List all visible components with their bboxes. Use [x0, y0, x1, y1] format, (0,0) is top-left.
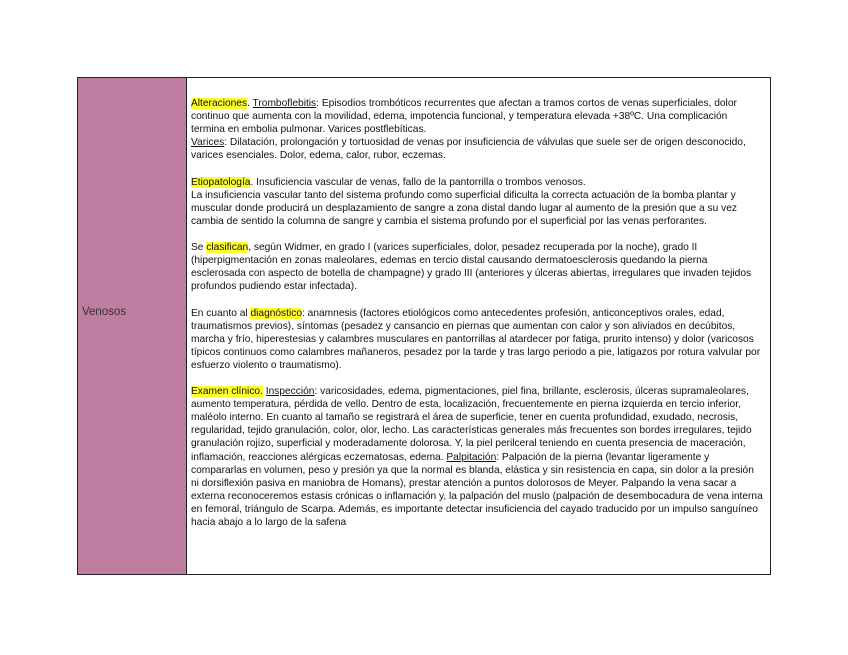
subheading-varices: Varices [191, 137, 225, 149]
text-clasifican-pre: Se [191, 242, 207, 254]
heading-etiopatologia: Etiopatología [191, 176, 251, 188]
category-cell [78, 78, 187, 574]
text-etiopatologia-intro: . Insuficiencia vascular de venas, fallo de la pantorrilla o trombos venosos. [250, 176, 586, 188]
paragraph-etiopatologia [191, 176, 764, 228]
text-tromboflebitis: : Episodios trombóticos recurrentes que afectan a tramos cortos de venas superficiales, dolor continuo que aumenta con la movilidad, edema, impotencia funcional, y temperatura elevada +38ºC. Una complicación termina en embolia pulmonar. Varices postflebíticas. [191, 98, 737, 136]
paragraph-diagnostico [191, 307, 764, 372]
text-diagnostico: : anamnesis (factores etiológicos como antecedentes profesión, anticonceptivos orales, edad, traumatismos previos), síntomas (pesadez y cansancio en piernas que aumentan con calor y son aliviados en decúbitos, marcha y frío, hiperestesias y calambres musculares en pantorrillas al atardecer por fatiga, prurito intenso) y dolor (varicosos típicos continuos como calambres mañaneros, pesadez por la tarde y tras largo periodo a pie, latigazos por rotura valvular por esfuerzo violento o traumatismo). [191, 307, 761, 371]
text-inspeccion: : varicosidades, edema, pigmentaciones, piel fina, brillante, esclerosis, úlceras supramaleolares, aumento temperatura, pérdida de vello. Dentro de esta, localización, frecuentemente en pierna izquierda en tercio inferior, maléolo interno. En cuanto al tamaño se registrará el área de superficie, tener en cuenta profundidad, exudado, necrosis, regularidad, tejido granulación, color, olor, lecho. Las características generales más frecuentes son bordes irregulares, tejido granulación rojizo, superficial y moderadamente dolorosa. Y, la piel perilceral teniendo en cuenta presencia de maceración, inflamación, reacciones alérgicas eczematosas, edema. [191, 386, 752, 463]
paragraph-clasifican [191, 241, 764, 293]
content-table [77, 77, 771, 575]
subheading-tromboflebitis: Tromboflebitis [252, 98, 317, 109]
separator: . [247, 98, 253, 109]
text-diagnostico-pre: En cuanto al [191, 307, 251, 319]
heading-examen: Examen clínico. [191, 386, 263, 398]
text-varices: : Dilatación, prolongación y tortuosidad de venas por insuficiencia de válvulas que suele ser de origen desconocido, varices esenciales. Dolor, edema, calor, rubor, eczemas. [191, 137, 746, 162]
category-label: Venosos [82, 306, 127, 318]
paragraph-alteraciones [191, 97, 764, 162]
paragraph-examen [191, 385, 764, 529]
text-palpitacion: : Palpación de la pierna (levantar ligeramente y compararlas en volumen, peso y presión ya que la normal es blanda, elástica y sin resistencia en capa, sin dolor a la presión ni dorsiflexión pasiva en maniobra de Homans), prestar atención a puntos dolorosos de Meyer. Palpando la vena sacar a externa reconoceremos estasis crónicas o inflamación y, la palpación del muslo (palpación de desembocadura de vena interna en femoral, triángulo de Scarpa. Además, es importante detectar insuficiencia del cayado traducido por un impulso sanguíneo hacia abajo a lo largo de la safena [191, 451, 763, 528]
subheading-palpitacion: Palpitación [446, 451, 497, 463]
text-etiopatologia-detail: La insuficiencia vascular tanto del sistema profundo como superficial dificulta la correcta actuación de la bomba plantar y muscular donde producirá un desplazamiento de sangre a zona distal dando lugar al aumento de la presión que a su vez cambia de sentido la columna de sangre y cambia el sistema profundo por el superficial por las venas perforantes. [191, 189, 737, 227]
description-cell [187, 78, 770, 574]
heading-alteraciones: Alteraciones [191, 98, 248, 109]
heading-diagnostico: diagnóstico [250, 307, 303, 319]
heading-clasifican: clasifican [206, 242, 249, 254]
subheading-inspeccion: Inspección [265, 386, 315, 398]
text-clasifican: , según Widmer, en grado I (varices superficiales, dolor, pesadez recuperada por la noche), grado II (hiperpigmentación en zonas maleolares, edemas en tercio distal causando dermatoesclerosis quedando la pierna esclerosada con aspecto de botella de champagne) y grado III (anteriores y úlceras abiertas, irregulares que invaden tejidos profundos pudiendo estar infectada). [191, 242, 752, 293]
